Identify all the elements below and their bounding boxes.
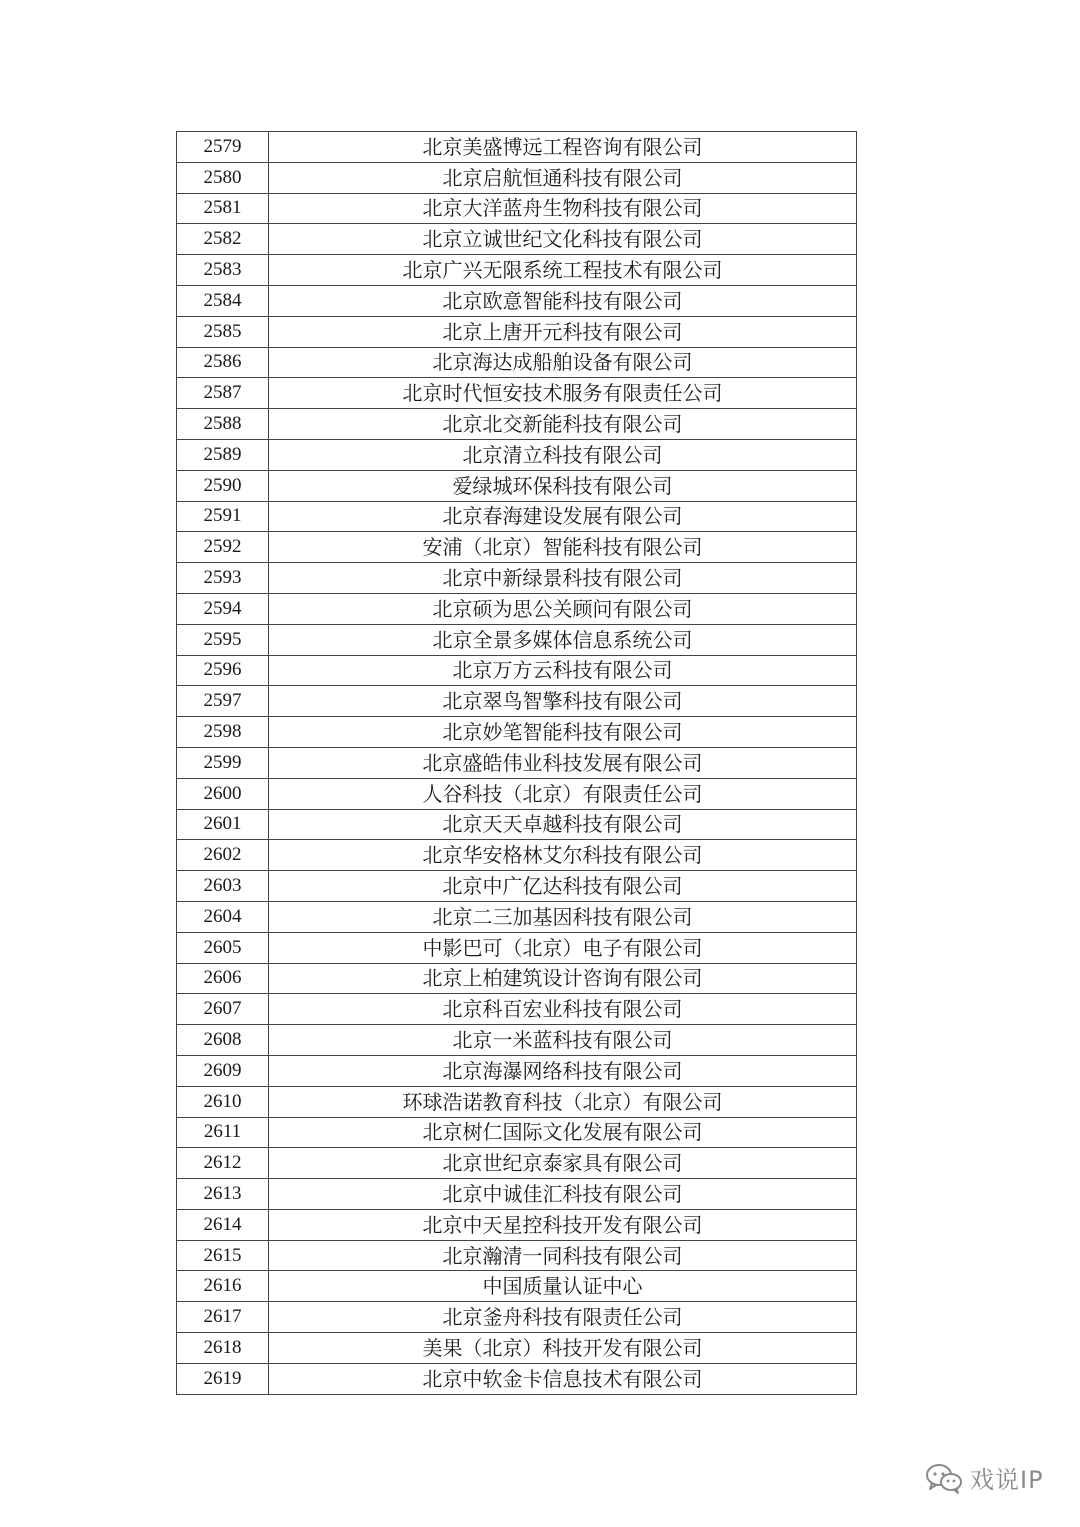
company-name-cell: 北京万方云科技有限公司 bbox=[269, 655, 857, 686]
table-row bbox=[177, 1209, 857, 1240]
company-name-cell: 北京二三加基因科技有限公司 bbox=[269, 901, 857, 932]
row-number-cell: 2602 bbox=[177, 840, 269, 871]
table-row bbox=[177, 439, 857, 470]
row-number-cell: 2619 bbox=[177, 1363, 269, 1394]
row-number-cell: 2600 bbox=[177, 778, 269, 809]
row-number-cell: 2586 bbox=[177, 347, 269, 378]
company-list-body bbox=[177, 132, 857, 1395]
row-number-cell: 2615 bbox=[177, 1240, 269, 1271]
table-row bbox=[177, 1055, 857, 1086]
table-row bbox=[177, 193, 857, 224]
table-row bbox=[177, 255, 857, 286]
row-number-cell: 2591 bbox=[177, 501, 269, 532]
company-name-cell: 北京清立科技有限公司 bbox=[269, 439, 857, 470]
row-number-cell: 2582 bbox=[177, 224, 269, 255]
row-number-cell: 2611 bbox=[177, 1117, 269, 1148]
company-name-cell: 北京华安格林艾尔科技有限公司 bbox=[269, 840, 857, 871]
table-row bbox=[177, 1240, 857, 1271]
row-number-cell: 2592 bbox=[177, 532, 269, 563]
table-row bbox=[177, 1025, 857, 1056]
table-row bbox=[177, 1086, 857, 1117]
row-number-cell: 2613 bbox=[177, 1179, 269, 1210]
company-name-cell: 北京世纪京泰家具有限公司 bbox=[269, 1148, 857, 1179]
company-name-cell: 北京大洋蓝舟生物科技有限公司 bbox=[269, 193, 857, 224]
row-number-cell: 2616 bbox=[177, 1271, 269, 1302]
company-name-cell: 北京上唐开元科技有限公司 bbox=[269, 316, 857, 347]
company-name-cell: 北京树仁国际文化发展有限公司 bbox=[269, 1117, 857, 1148]
company-name-cell: 北京广兴无限系统工程技术有限公司 bbox=[269, 255, 857, 286]
row-number-cell: 2604 bbox=[177, 901, 269, 932]
watermark bbox=[924, 1460, 1044, 1495]
table-row bbox=[177, 686, 857, 717]
row-number-cell: 2609 bbox=[177, 1055, 269, 1086]
company-name-cell: 北京时代恒安技术服务有限责任公司 bbox=[269, 378, 857, 409]
row-number-cell: 2585 bbox=[177, 316, 269, 347]
table-row bbox=[177, 963, 857, 994]
row-number-cell: 2583 bbox=[177, 255, 269, 286]
company-name-cell: 环球浩诺教育科技（北京）有限公司 bbox=[269, 1086, 857, 1117]
row-number-cell: 2595 bbox=[177, 624, 269, 655]
table-row bbox=[177, 1302, 857, 1333]
table-row bbox=[177, 501, 857, 532]
table-row bbox=[177, 871, 857, 902]
table-row bbox=[177, 132, 857, 163]
company-name-cell: 中国质量认证中心 bbox=[269, 1271, 857, 1302]
table-row bbox=[177, 994, 857, 1025]
row-number-cell: 2584 bbox=[177, 285, 269, 316]
table-row bbox=[177, 932, 857, 963]
row-number-cell: 2598 bbox=[177, 717, 269, 748]
company-name-cell: 北京海瀑网络科技有限公司 bbox=[269, 1055, 857, 1086]
company-name-cell: 北京翠鸟智擎科技有限公司 bbox=[269, 686, 857, 717]
table-row bbox=[177, 470, 857, 501]
table-row bbox=[177, 1148, 857, 1179]
row-number-cell: 2614 bbox=[177, 1209, 269, 1240]
company-name-cell: 北京中广亿达科技有限公司 bbox=[269, 871, 857, 902]
row-number-cell: 2618 bbox=[177, 1333, 269, 1364]
row-number-cell: 2589 bbox=[177, 439, 269, 470]
company-name-cell: 北京中诚佳汇科技有限公司 bbox=[269, 1179, 857, 1210]
company-name-cell: 北京春海建设发展有限公司 bbox=[269, 501, 857, 532]
company-name-cell: 北京中天星控科技开发有限公司 bbox=[269, 1209, 857, 1240]
row-number-cell: 2588 bbox=[177, 409, 269, 440]
row-number-cell: 2594 bbox=[177, 593, 269, 624]
company-name-cell: 北京一米蓝科技有限公司 bbox=[269, 1025, 857, 1056]
table-row bbox=[177, 747, 857, 778]
company-name-cell: 美果（北京）科技开发有限公司 bbox=[269, 1333, 857, 1364]
table-row bbox=[177, 563, 857, 594]
company-name-cell: 北京北交新能科技有限公司 bbox=[269, 409, 857, 440]
table-row bbox=[177, 409, 857, 440]
row-number-cell: 2580 bbox=[177, 162, 269, 193]
table-row bbox=[177, 532, 857, 563]
table-row bbox=[177, 1271, 857, 1302]
table-row bbox=[177, 778, 857, 809]
row-number-cell: 2601 bbox=[177, 809, 269, 840]
row-number-cell: 2587 bbox=[177, 378, 269, 409]
company-name-cell: 北京立诚世纪文化科技有限公司 bbox=[269, 224, 857, 255]
company-name-cell: 北京盛皓伟业科技发展有限公司 bbox=[269, 747, 857, 778]
wechat-icon bbox=[924, 1462, 964, 1494]
table-row bbox=[177, 901, 857, 932]
company-name-cell: 北京瀚清一同科技有限公司 bbox=[269, 1240, 857, 1271]
row-number-cell: 2581 bbox=[177, 193, 269, 224]
table-row bbox=[177, 1333, 857, 1364]
row-number-cell: 2596 bbox=[177, 655, 269, 686]
row-number-cell: 2590 bbox=[177, 470, 269, 501]
table-row bbox=[177, 1363, 857, 1394]
table-row bbox=[177, 316, 857, 347]
table-row bbox=[177, 1117, 857, 1148]
row-number-cell: 2597 bbox=[177, 686, 269, 717]
table-row bbox=[177, 347, 857, 378]
company-name-cell: 北京美盛博远工程咨询有限公司 bbox=[269, 132, 857, 163]
row-number-cell: 2612 bbox=[177, 1148, 269, 1179]
table-row bbox=[177, 224, 857, 255]
company-name-cell: 北京启航恒通科技有限公司 bbox=[269, 162, 857, 193]
company-name-cell: 人谷科技（北京）有限责任公司 bbox=[269, 778, 857, 809]
company-name-cell: 北京硕为思公关顾问有限公司 bbox=[269, 593, 857, 624]
company-name-cell: 安浦（北京）智能科技有限公司 bbox=[269, 532, 857, 563]
row-number-cell: 2610 bbox=[177, 1086, 269, 1117]
table-row bbox=[177, 624, 857, 655]
table-row bbox=[177, 809, 857, 840]
company-name-cell: 北京上柏建筑设计咨询有限公司 bbox=[269, 963, 857, 994]
row-number-cell: 2608 bbox=[177, 1025, 269, 1056]
company-name-cell: 爱绿城环保科技有限公司 bbox=[269, 470, 857, 501]
company-list-table bbox=[176, 131, 857, 1395]
company-name-cell: 北京中软金卡信息技术有限公司 bbox=[269, 1363, 857, 1394]
row-number-cell: 2617 bbox=[177, 1302, 269, 1333]
table-row bbox=[177, 378, 857, 409]
table-row bbox=[177, 717, 857, 748]
row-number-cell: 2603 bbox=[177, 871, 269, 902]
company-name-cell: 中影巴可（北京）电子有限公司 bbox=[269, 932, 857, 963]
table-row bbox=[177, 655, 857, 686]
watermark-text: 戏说IP bbox=[970, 1466, 1044, 1494]
company-name-cell: 北京全景多媒体信息系统公司 bbox=[269, 624, 857, 655]
row-number-cell: 2593 bbox=[177, 563, 269, 594]
company-name-cell: 北京天天卓越科技有限公司 bbox=[269, 809, 857, 840]
table-row bbox=[177, 1179, 857, 1210]
company-name-cell: 北京欧意智能科技有限公司 bbox=[269, 285, 857, 316]
company-name-cell: 北京中新绿景科技有限公司 bbox=[269, 563, 857, 594]
table-row bbox=[177, 593, 857, 624]
table-row bbox=[177, 285, 857, 316]
company-name-cell: 北京釜舟科技有限责任公司 bbox=[269, 1302, 857, 1333]
row-number-cell: 2599 bbox=[177, 747, 269, 778]
table-row bbox=[177, 162, 857, 193]
company-name-cell: 北京妙笔智能科技有限公司 bbox=[269, 717, 857, 748]
company-name-cell: 北京海达成船舶设备有限公司 bbox=[269, 347, 857, 378]
row-number-cell: 2607 bbox=[177, 994, 269, 1025]
table-row bbox=[177, 840, 857, 871]
company-name-cell: 北京科百宏业科技有限公司 bbox=[269, 994, 857, 1025]
row-number-cell: 2605 bbox=[177, 932, 269, 963]
row-number-cell: 2579 bbox=[177, 132, 269, 163]
row-number-cell: 2606 bbox=[177, 963, 269, 994]
